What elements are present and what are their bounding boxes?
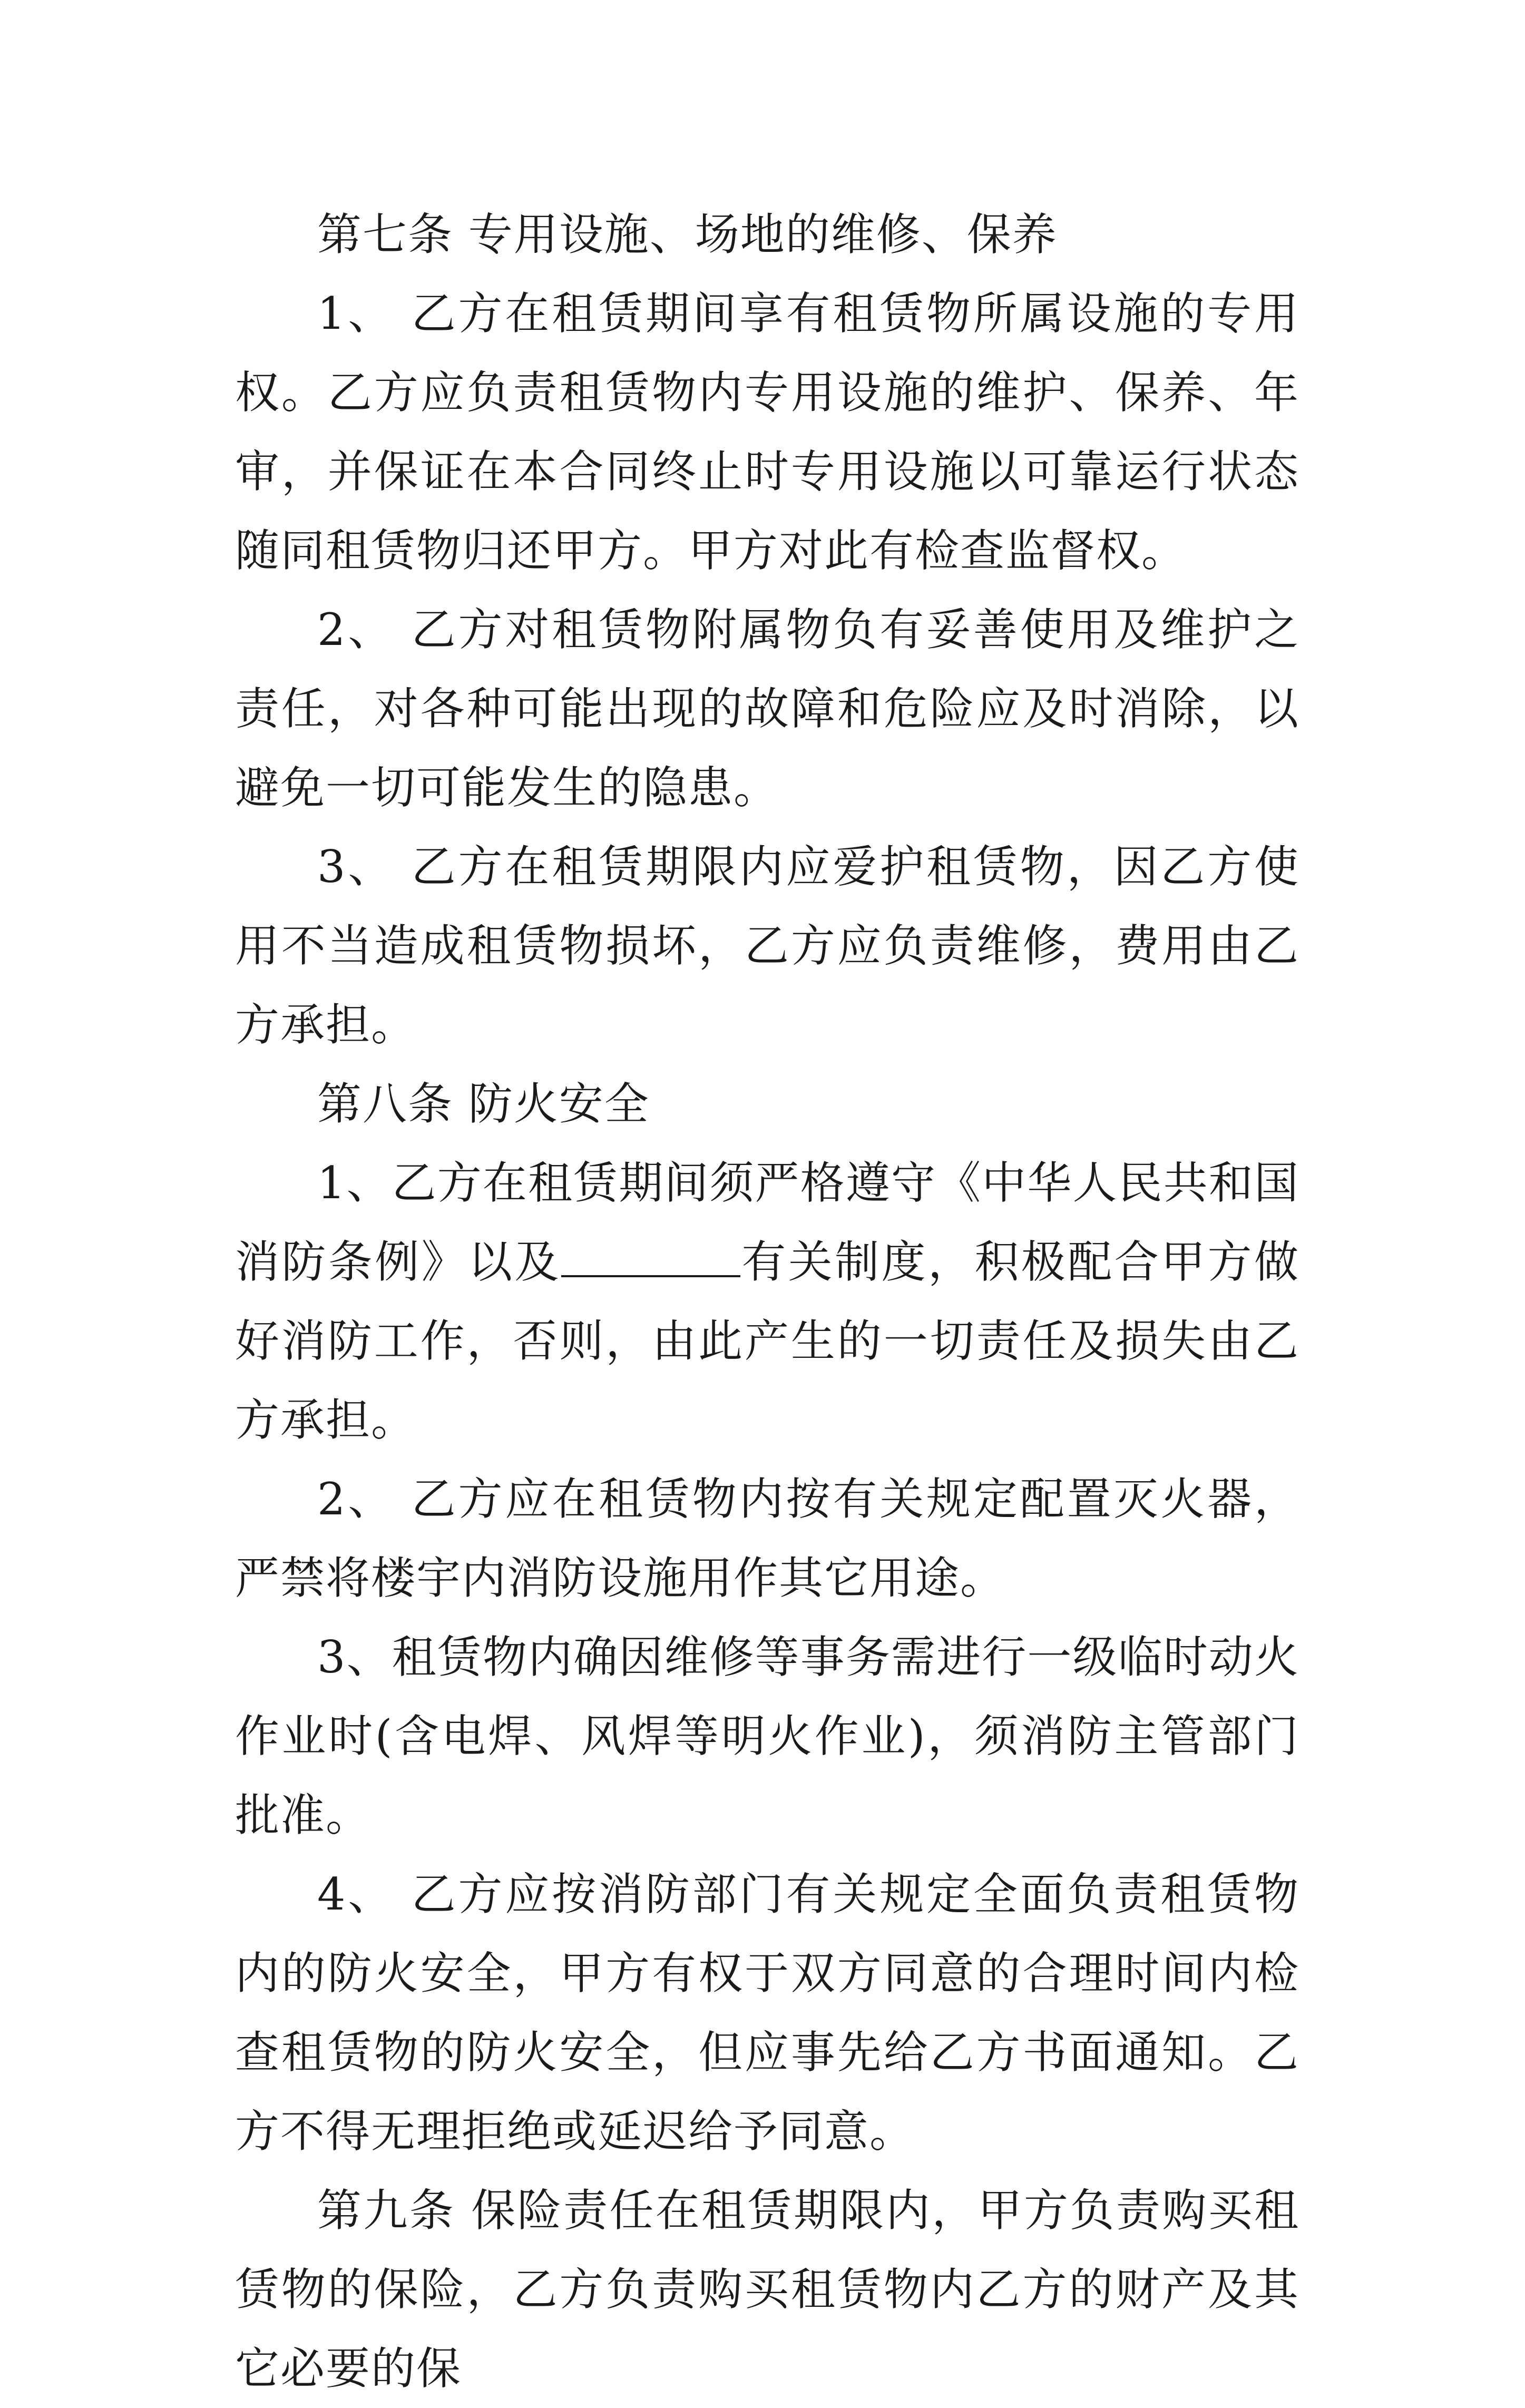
article-8-heading: 第八条 防火安全 <box>317 1078 650 1130</box>
article-8-item-1-part-b: 有关制度，积极配合甲方做好消防工作，否则，由此产生的一切责任及损失由乙方承担。 <box>235 1236 1299 1446</box>
article-8-item-3: 3、租赁物内确因维修等事务需进行一级临时动火作业时(含电焊、风焊等明火作业)，须消防主管部门批准。 <box>235 1631 1299 1841</box>
article-7-item-1: 1、 乙方在租赁期间享有租赁物所属设施的专用权。乙方应负责租赁物内专用设施的维护、保养、年审，并保证在本合同终止时专用设施以可靠运行状态随同租赁物归还甲方。甲方对此有检查监督权。 <box>235 288 1299 576</box>
article-8-item-1 <box>235 1143 1299 1460</box>
article-7-heading: 第七条 专用设施、场地的维修、保养 <box>317 209 1058 260</box>
fill-in-blank <box>561 1238 740 1277</box>
article-7-item-3: 3、 乙方在租赁期限内应爱护租赁物，因乙方使用不当造成租赁物损坏，乙方应负责维修，费用由乙方承担。 <box>235 841 1299 1051</box>
article-8-item-1-part-a: 1、乙方在租赁期间须严格遵守《中华人民共和国消防条例》以及 <box>235 1157 1299 1288</box>
article-9-text: 第九条 保险责任在租赁期限内，甲方负责购买租赁物的保险，乙方负责购买租赁物内乙方的财产及其它必要的保 <box>235 2185 1299 2394</box>
article-8-item-2: 2、 乙方应在租赁物内按有关规定配置灭火器，严禁将楼宇内消防设施用作其它用途。 <box>235 1473 1299 1604</box>
article-8-item-4: 4、 乙方应按消防部门有关规定全面负责租赁物内的防火安全，甲方有权于双方同意的合理时间内检查租赁物的防火安全，但应事先给乙方书面通知。乙方不得无理拒绝或延迟给予同意。 <box>235 1868 1299 2157</box>
article-7-item-2: 2、 乙方对租赁物附属物负有妥善使用及维护之责任，对各种可能出现的故障和危险应及时消除，以避免一切可能发生的隐患。 <box>235 604 1299 814</box>
contract-text <box>235 195 1299 2408</box>
